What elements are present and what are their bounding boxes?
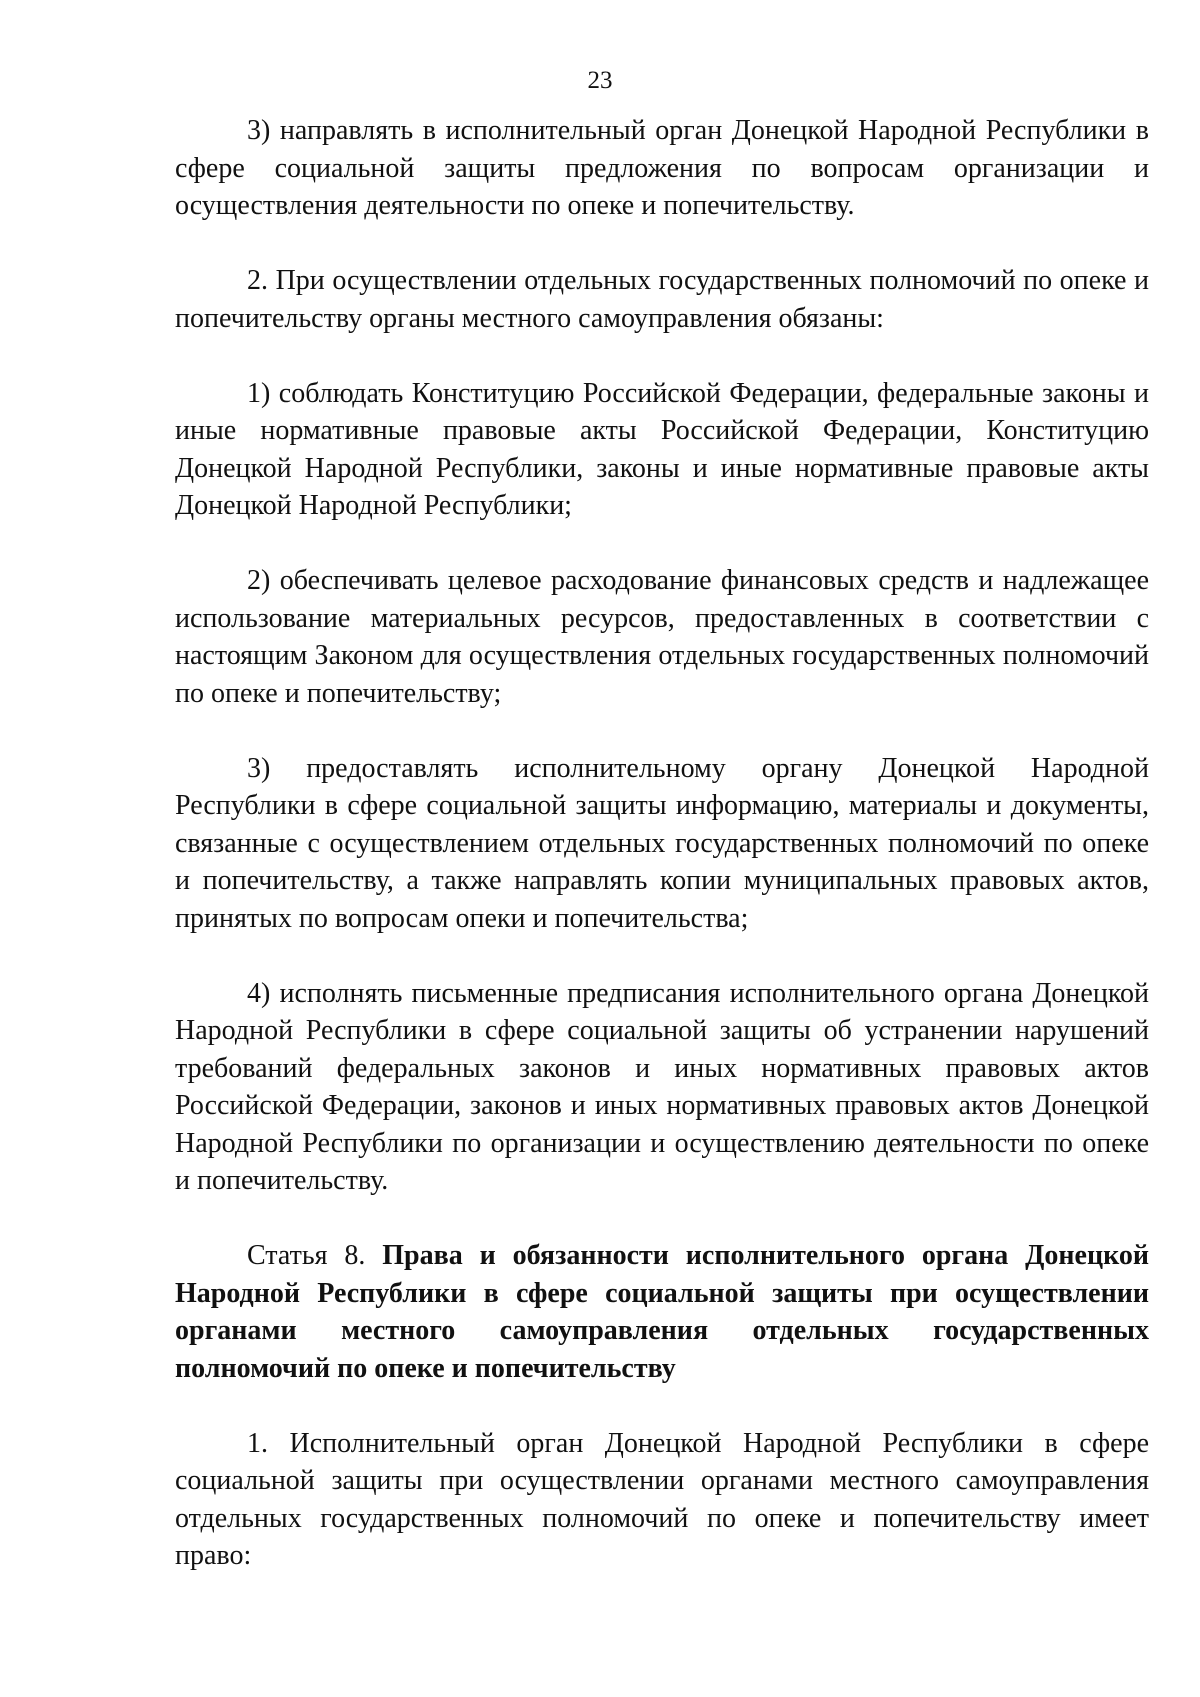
paragraph-item-3-send-proposals: 3) направлять в исполнительный орган Донецкой Народной Республики в сфере социальной защиты предложения по вопросам организации и осуществления деятельности по опеке и попечительству. <box>175 115 1149 221</box>
paragraph-item-2-targeted-spending: 2) обеспечивать целевое расходование финансовых средств и надлежащее использование материальных ресурсов, предоставленных в соответствии с настоящим Законом для осуществления отдельных государственных полномочий по опеке и попечительству; <box>175 565 1149 709</box>
paragraph-item-3-provide-information: 3) предоставлять исполнительному органу Донецкой Народной Республики в сфере социальной защиты информацию, материалы и документы, связанные с осуществлением отдельных государственных полномочий по опеке и попечительству, а также направлять копии муниципальных правовых актов, принятых по вопросам опеки и попечительства; <box>175 752 1149 934</box>
article-title: Права и обязанности исполнительного органа Донецкой Народной Республики в сфере социальной защиты при осуществлении органами местного самоуправления отдельных государственных полномочий по опеке и попечительству <box>175 1240 1149 1384</box>
document-body <box>175 112 1149 1575</box>
paragraph-point-2-obligations: 2. При осуществлении отдельных государственных полномочий по опеке и попечительству органы местного самоуправления обязаны: <box>175 265 1149 334</box>
paragraph-item-4-execute-orders: 4) исполнять письменные предписания исполнительного органа Донецкой Народной Республики в сфере социальной защиты об устранении нарушений требований федеральных законов и иных нормативных правовых актов Российской Федерации, законов и иных нормативных правовых актов Донецкой Народной Республики по организации и осуществлению деятельности по опеке и попечительству. <box>175 977 1149 1196</box>
paragraph-item-1-comply-laws: 1) соблюдать Конституцию Российской Федерации, федеральные законы и иные нормативные правовые акты Российской Федерации, Конституцию Донецкой Народной Республики, законы и иные нормативные правовые акты Донецкой Народной Республики; <box>175 377 1149 521</box>
article-8-heading <box>175 1237 1149 1387</box>
page-number: 23 <box>587 67 613 94</box>
article-number: Статья 8. <box>247 1240 366 1271</box>
article-8-paragraph-1: 1. Исполнительный орган Донецкой Народной Республики в сфере социальной защиты при осуществлении органами местного самоуправления отдельных государственных полномочий по опеке и попечительству имеет право: <box>175 1427 1149 1571</box>
